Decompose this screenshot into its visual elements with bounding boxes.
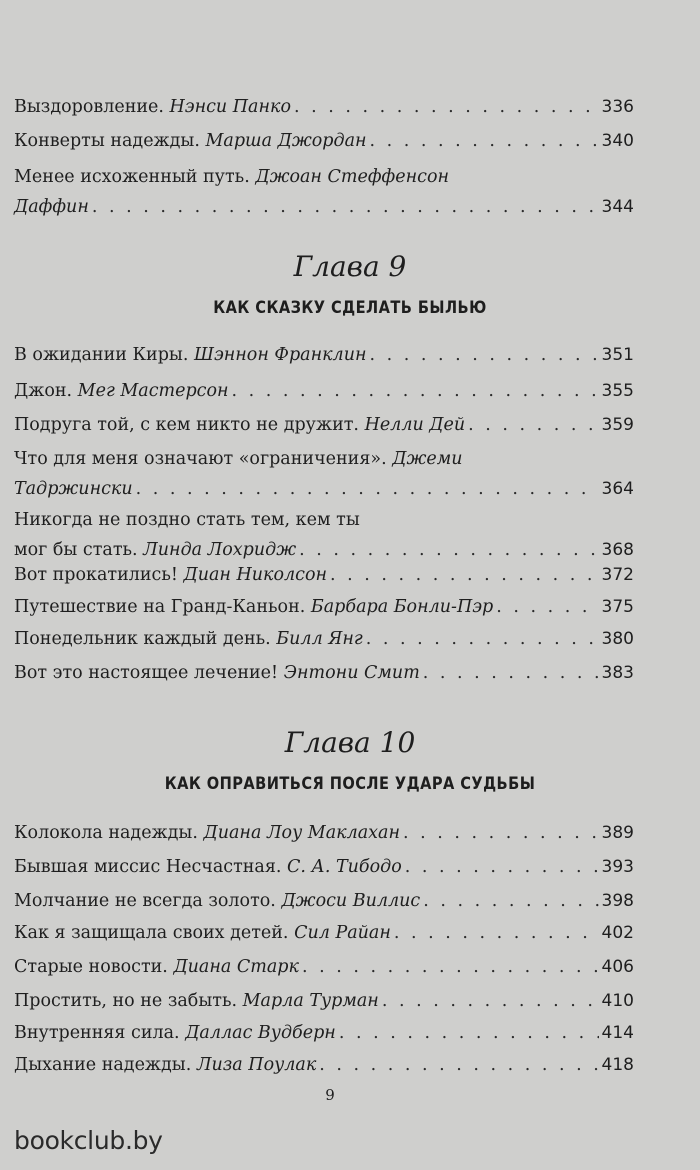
toc-line	[14, 444, 634, 474]
toc-entry[interactable]	[14, 852, 634, 882]
chapter-subtitle: КАК ОПРАВИТЬСЯ ПОСЛЕ УДАРА СУДЬБЫ	[164, 774, 536, 794]
story-title: Менее исхоженный путь.	[14, 167, 250, 187]
entry-text	[14, 560, 327, 590]
story-author: Джеми	[392, 449, 463, 469]
entry-text	[14, 92, 291, 122]
story-title: Молчание не всегда золото.	[14, 891, 276, 911]
entry-text	[14, 986, 379, 1016]
entry-text	[14, 818, 400, 848]
toc-line	[14, 92, 634, 122]
chapter-heading: Глава 10	[284, 726, 416, 759]
toc-entry[interactable]	[14, 986, 634, 1016]
chapter-subtitle: КАК СКАЗКУ СДЕЛАТЬ БЫЛЬЮ	[213, 298, 487, 318]
toc-line	[14, 986, 634, 1016]
page-ref: 406	[601, 957, 634, 977]
story-title: Как я защищала своих детей.	[14, 923, 289, 943]
toc-line	[14, 376, 634, 406]
toc-line	[14, 474, 634, 504]
dot-leader	[394, 918, 599, 948]
toc-entry[interactable]	[14, 560, 634, 590]
entry-text	[14, 126, 367, 156]
story-title: Бывшая миссис Несчастная.	[14, 857, 282, 877]
toc-entry[interactable]	[14, 918, 634, 948]
story-author: Лиза Поулак	[196, 1055, 317, 1075]
entry-text	[14, 592, 493, 622]
toc-line	[14, 192, 634, 222]
entry-text	[14, 162, 449, 192]
entry-text	[14, 1050, 316, 1080]
story-author: Шэннон Франклин	[193, 345, 367, 365]
toc-entry[interactable]	[14, 376, 634, 406]
story-title: Подруга той, с кем никто не дружит.	[14, 415, 359, 435]
page-ref: 389	[601, 823, 634, 843]
page-ref: 383	[601, 663, 634, 683]
dot-leader	[382, 986, 599, 1016]
story-title: В ожидании Киры.	[14, 345, 189, 365]
story-author: Мег Мастерсон	[77, 381, 229, 401]
page-ref: 368	[601, 540, 634, 560]
story-author: Тадржински	[14, 479, 133, 499]
page-number: 9	[325, 1086, 335, 1104]
toc-entry[interactable]	[14, 624, 634, 654]
toc-line	[14, 560, 634, 590]
toc-line	[14, 410, 634, 440]
entry-text	[14, 340, 367, 370]
dot-leader	[405, 852, 599, 882]
page-ref: 355	[601, 381, 634, 401]
dot-leader	[92, 192, 599, 222]
page-ref: 414	[601, 1023, 634, 1043]
story-title: мог бы стать.	[14, 540, 138, 560]
page-ref: 418	[601, 1055, 634, 1075]
toc-line	[14, 852, 634, 882]
toc-entry[interactable]	[14, 505, 634, 565]
story-author: Диана Старк	[173, 957, 299, 977]
dot-leader	[423, 658, 599, 688]
story-title: Внутренняя сила.	[14, 1023, 180, 1043]
story-author: Диана Лоу Маклахан	[203, 823, 401, 843]
dot-leader	[294, 92, 599, 122]
story-author: Сил Райан	[294, 923, 391, 943]
toc-entry[interactable]	[14, 818, 634, 848]
toc-line	[14, 162, 634, 192]
dot-leader	[319, 1050, 598, 1080]
dot-leader	[339, 1018, 599, 1048]
story-author: С. А. Тибодо	[287, 857, 402, 877]
dot-leader	[403, 818, 599, 848]
story-title: Вот это настоящее лечение!	[14, 663, 279, 683]
toc-entry[interactable]	[14, 1018, 634, 1048]
page-ref: 380	[601, 629, 634, 649]
dot-leader	[232, 376, 599, 406]
entry-text	[14, 952, 299, 982]
story-author: Энтони Смит	[283, 663, 420, 683]
page-ref: 410	[601, 991, 634, 1011]
entry-text	[14, 1018, 336, 1048]
toc-line	[14, 505, 634, 535]
story-author: Линда Лохридж	[143, 540, 297, 560]
toc-line	[14, 126, 634, 156]
story-author: Нелли Дей	[364, 415, 466, 435]
story-author: Нэнси Панко	[169, 97, 291, 117]
toc-line	[14, 818, 634, 848]
page-ref: 372	[601, 565, 634, 585]
story-author: Даффин	[14, 197, 89, 217]
entry-text	[14, 376, 229, 406]
toc-entry[interactable]	[14, 886, 634, 916]
story-title: Что для меня означают «ограничения».	[14, 449, 387, 469]
story-author: Даллас Вудберн	[185, 1023, 336, 1043]
toc-entry[interactable]	[14, 340, 634, 370]
entry-text	[14, 852, 402, 882]
page-ref: 375	[601, 597, 634, 617]
entry-text	[14, 886, 420, 916]
page-ref: 402	[601, 923, 634, 943]
toc-line	[14, 918, 634, 948]
entry-text	[14, 192, 89, 222]
story-title: Дыхание надежды.	[14, 1055, 192, 1075]
toc-line	[14, 658, 634, 688]
story-author: Джоси Виллис	[281, 891, 421, 911]
dot-leader	[136, 474, 599, 504]
toc-entry[interactable]	[14, 92, 634, 122]
story-title: Выздоровление.	[14, 97, 164, 117]
story-title: Путешествие на Гранд-Каньон.	[14, 597, 306, 617]
toc-entry[interactable]	[14, 1050, 634, 1080]
story-author: Марша Джордан	[205, 131, 367, 151]
toc-entry[interactable]	[14, 658, 634, 688]
dot-leader	[496, 592, 598, 622]
story-title: Конверты надежды.	[14, 131, 200, 151]
page-ref: 351	[601, 345, 634, 365]
toc-entry[interactable]	[14, 952, 634, 982]
chapter-heading: Глава 9	[293, 250, 407, 283]
dot-leader	[366, 624, 599, 654]
entry-text	[14, 505, 360, 535]
dot-leader	[423, 886, 598, 916]
toc-line	[14, 1050, 634, 1080]
toc-entry[interactable]	[14, 126, 634, 156]
story-title: Вот прокатились!	[14, 565, 178, 585]
entry-text	[14, 410, 465, 440]
story-title: Понедельник каждый день.	[14, 629, 271, 649]
dot-leader	[370, 126, 599, 156]
entry-text	[14, 918, 391, 948]
story-title: Простить, но не забыть.	[14, 991, 238, 1011]
watermark: bookclub.by	[14, 1126, 163, 1155]
page-ref: 336	[601, 97, 634, 117]
story-author: Барбара Бонли-Пэр	[310, 597, 494, 617]
dot-leader	[330, 560, 599, 590]
story-author: Джоан Стеффенсон	[255, 167, 450, 187]
page-ref: 359	[601, 415, 634, 435]
toc-entry[interactable]	[14, 444, 634, 504]
story-title: Никогда не поздно стать тем, кем ты	[14, 510, 360, 530]
story-author: Марла Турман	[242, 991, 379, 1011]
dot-leader	[302, 952, 599, 982]
toc-entry[interactable]	[14, 162, 634, 222]
dot-leader	[468, 410, 598, 440]
page-ref: 340	[601, 131, 634, 151]
entry-text	[14, 658, 420, 688]
toc-line	[14, 886, 634, 916]
story-author: Диан Николсон	[183, 565, 328, 585]
toc-line	[14, 592, 634, 622]
toc-entry[interactable]	[14, 410, 634, 440]
entry-text	[14, 624, 363, 654]
toc-line	[14, 624, 634, 654]
story-title: Колокола надежды.	[14, 823, 198, 843]
story-title: Джон.	[14, 381, 73, 401]
entry-text	[14, 444, 462, 474]
toc-line	[14, 340, 634, 370]
page-ref: 364	[601, 479, 634, 499]
page-ref: 393	[601, 857, 634, 877]
page-ref: 344	[601, 197, 634, 217]
entry-text	[14, 474, 133, 504]
toc-entry[interactable]	[14, 592, 634, 622]
page-ref: 398	[601, 891, 634, 911]
toc-line	[14, 952, 634, 982]
toc-line	[14, 1018, 634, 1048]
dot-leader	[370, 340, 599, 370]
story-author: Билл Янг	[276, 629, 363, 649]
story-title: Старые новости.	[14, 957, 168, 977]
